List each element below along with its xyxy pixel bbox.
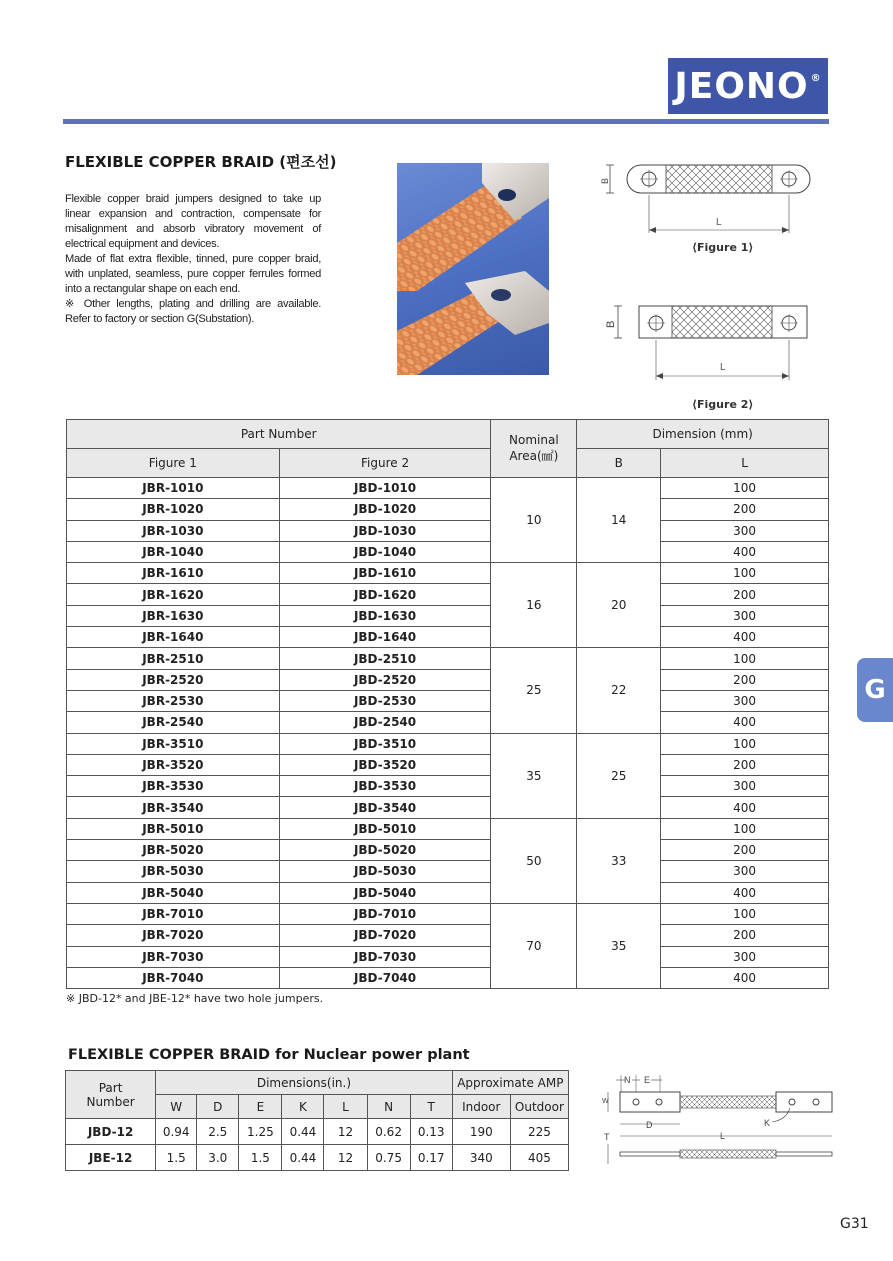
figure-1-part: JBR-1640	[67, 627, 280, 648]
dimension-l-cell: 200	[661, 925, 829, 946]
table-row	[67, 903, 829, 924]
figure-2-part: JBD-5040	[279, 882, 491, 903]
table-row	[67, 818, 829, 839]
figure-2-part: JBD-5010	[279, 818, 491, 839]
brand-logo	[668, 58, 828, 114]
dimension-l-cell: 400	[661, 882, 829, 903]
dimension-l-cell: 100	[661, 903, 829, 924]
figure-2-part: JBD-2520	[279, 669, 491, 690]
nuc-dimension-value: 2.5	[197, 1119, 239, 1145]
part-number-table	[66, 419, 829, 989]
dimension-b-cell: 14	[577, 478, 661, 563]
figure-2-caption: ⟨Figure 2⟩	[692, 398, 754, 411]
nuc-header-part-line2: Number	[86, 1094, 135, 1109]
nuc-col-w: W	[156, 1095, 197, 1119]
dimension-l-cell: 200	[661, 754, 829, 775]
nuc-indoor-amp: 340	[452, 1145, 510, 1171]
table-row	[67, 627, 829, 648]
nuc-dimension-value: 0.13	[410, 1119, 452, 1145]
dimension-l-cell: 200	[661, 499, 829, 520]
nominal-area-cell: 50	[491, 818, 577, 903]
table-row	[67, 712, 829, 733]
nominal-area-cell: 70	[491, 903, 577, 988]
nuc-dimension-value: 1.5	[239, 1145, 282, 1171]
figure-1-part: JBR-1630	[67, 605, 280, 626]
table-row	[67, 499, 829, 520]
header-figure-1: Figure 1	[67, 449, 280, 478]
header-divider	[63, 119, 829, 124]
figure-1-part: JBR-3540	[67, 797, 280, 818]
dimension-l-cell: 200	[661, 840, 829, 861]
header-l: L	[661, 449, 829, 478]
figure-2-part: JBD-1030	[279, 520, 491, 541]
brand-name: JEONO	[674, 65, 809, 107]
nominal-area-cell: 10	[491, 478, 577, 563]
dimension-l-cell: 300	[661, 776, 829, 797]
fig1-b-label: B	[600, 177, 610, 184]
nuc-dimension-value: 0.62	[367, 1119, 410, 1145]
dimension-b-cell: 25	[577, 733, 661, 818]
table-row	[67, 840, 829, 861]
dimension-l-cell: 100	[661, 648, 829, 669]
dimension-l-cell: 400	[661, 712, 829, 733]
figure-1-part: JBR-5010	[67, 818, 280, 839]
figure-1-drawing	[596, 155, 816, 249]
dimension-l-cell: 100	[661, 733, 829, 754]
nuc-dimension-value: 0.44	[282, 1119, 324, 1145]
figure-1-part: JBR-2520	[67, 669, 280, 690]
figure-1-part: JBR-3520	[67, 754, 280, 775]
nuc-dimension-value: 0.17	[410, 1145, 452, 1171]
nuc-col-k: K	[282, 1095, 324, 1119]
section-tab-g: G	[857, 658, 893, 722]
section-title: FLEXIBLE COPPER BRAID (편조선)	[65, 153, 337, 171]
figure-2-part: JBD-1610	[279, 563, 491, 584]
registered-mark: ®	[810, 72, 822, 84]
description-paragraph: Flexible copper braid jumpers designed to take up linear expansion and contraction, compensate for misalignment and absorb vibratory movement of electrical equipment and devices.	[65, 193, 321, 250]
nuc-dimension-value: 12	[324, 1145, 367, 1171]
dimension-b-cell: 33	[577, 818, 661, 903]
nuc-outdoor-amp: 225	[510, 1119, 568, 1145]
figure-1-part: JBR-1020	[67, 499, 280, 520]
nuc-dimension-value: 12	[324, 1119, 367, 1145]
figure-1-part: JBR-3510	[67, 733, 280, 754]
fig3-e-label: E	[644, 1075, 651, 1085]
header-nominal-area	[491, 420, 577, 478]
nuc-dimension-value: 0.44	[282, 1145, 324, 1171]
dimension-l-cell: 200	[661, 669, 829, 690]
table-row	[67, 520, 829, 541]
nuc-col-n: N	[367, 1095, 410, 1119]
table-row	[67, 776, 829, 797]
dimension-l-cell: 200	[661, 584, 829, 605]
table-row	[67, 669, 829, 690]
table-row	[67, 754, 829, 775]
table-row	[67, 861, 829, 882]
header-nominal: Nominal	[509, 433, 559, 447]
figure-2-part: JBD-3540	[279, 797, 491, 818]
table-row	[67, 690, 829, 711]
figure-2-part: JBD-3530	[279, 776, 491, 797]
dimension-l-cell: 400	[661, 627, 829, 648]
table-row	[67, 541, 829, 562]
dimension-b-cell: 35	[577, 903, 661, 988]
nuclear-table	[65, 1070, 569, 1171]
nuc-part-number: JBE-12	[66, 1145, 156, 1171]
header-b: B	[577, 449, 661, 478]
figure-2-part: JBD-7010	[279, 903, 491, 924]
product-photo	[397, 163, 549, 375]
nuc-col-e: E	[239, 1095, 282, 1119]
nominal-area-cell: 16	[491, 563, 577, 648]
figure-2-part: JBD-2540	[279, 712, 491, 733]
nuclear-braid-drawing	[602, 1072, 834, 1172]
table-row	[67, 925, 829, 946]
table-row	[67, 882, 829, 903]
table-body	[67, 478, 829, 989]
dimension-l-cell: 100	[661, 563, 829, 584]
figure-2-part: JBD-1630	[279, 605, 491, 626]
figure-1-part: JBR-1030	[67, 520, 280, 541]
fig3-k-label: K	[764, 1118, 771, 1128]
figure-1-part: JBR-2510	[67, 648, 280, 669]
fig3-n-label: N	[624, 1075, 631, 1085]
figure-2-drawing	[596, 296, 816, 390]
figure-2-part: JBD-3520	[279, 754, 491, 775]
figure-2-part: JBD-7040	[279, 967, 491, 988]
figure-1-part: JBR-5040	[67, 882, 280, 903]
fig3-w-label: W	[602, 1098, 609, 1105]
nuc-col-d: D	[197, 1095, 239, 1119]
nuc-dimension-value: 0.75	[367, 1145, 410, 1171]
nuc-header-dimensions: Dimensions(in.)	[156, 1071, 453, 1095]
nuc-header-amp: Approximate AMP	[452, 1071, 568, 1095]
table-row	[67, 967, 829, 988]
fig3-l-label: L	[720, 1131, 726, 1141]
dimension-l-cell: 300	[661, 946, 829, 967]
nuclear-table-row	[66, 1145, 569, 1171]
figure-2-part: JBD-1020	[279, 499, 491, 520]
nuc-header-part-line1: Part	[98, 1080, 123, 1095]
figure-2-part: JBD-5030	[279, 861, 491, 882]
nuc-dimension-value: 1.25	[239, 1119, 282, 1145]
header-figure-2: Figure 2	[279, 449, 491, 478]
table-row	[67, 605, 829, 626]
figure-2-part: JBD-2530	[279, 690, 491, 711]
table-row	[67, 584, 829, 605]
figure-2-part: JBD-1040	[279, 541, 491, 562]
figure-2-part: JBD-3510	[279, 733, 491, 754]
figure-1-part: JBR-1610	[67, 563, 280, 584]
fig3-t-label: T	[604, 1132, 610, 1142]
description-paragraph: ※ Other lengths, plating and drilling are available. Refer to factory or section G(Substation).	[65, 298, 321, 325]
dimension-l-cell: 100	[661, 478, 829, 499]
page-number: G31	[840, 1216, 869, 1232]
figure-1-part: JBR-7030	[67, 946, 280, 967]
table-note: ※ JBD-12* and JBE-12* have two hole jumpers.	[66, 992, 324, 1005]
fig3-d-label: D	[646, 1120, 653, 1130]
figure-2-part: JBD-1620	[279, 584, 491, 605]
figure-1-part: JBR-2540	[67, 712, 280, 733]
fig2-l-label: L	[720, 362, 726, 373]
table-row	[67, 563, 829, 584]
figure-1-part: JBR-5020	[67, 840, 280, 861]
dimension-l-cell: 300	[661, 605, 829, 626]
nominal-area-cell: 35	[491, 733, 577, 818]
figure-1-part: JBR-5030	[67, 861, 280, 882]
figure-1-part: JBR-1010	[67, 478, 280, 499]
nuc-dimension-value: 3.0	[197, 1145, 239, 1171]
description	[65, 192, 321, 327]
nuc-col-t: T	[410, 1095, 452, 1119]
nuc-dimension-value: 0.94	[156, 1119, 197, 1145]
fig1-l-label: L	[716, 217, 722, 228]
copper-braid-illustration	[397, 163, 549, 375]
nuc-outdoor-amp: 405	[510, 1145, 568, 1171]
nuclear-section-title: FLEXIBLE COPPER BRAID for Nuclear power plant	[68, 1047, 470, 1063]
table-row	[67, 946, 829, 967]
figure-1-part: JBR-7020	[67, 925, 280, 946]
dimension-b-cell: 20	[577, 563, 661, 648]
figure-2-part: JBD-5020	[279, 840, 491, 861]
figure-1-part: JBR-1040	[67, 541, 280, 562]
figure-2-part: JBD-2510	[279, 648, 491, 669]
figure-1-part: JBR-1620	[67, 584, 280, 605]
nuc-indoor-amp: 190	[452, 1119, 510, 1145]
fig2-b-label: B	[605, 320, 617, 328]
dimension-l-cell: 400	[661, 967, 829, 988]
nuc-col-indoor: Indoor	[452, 1095, 510, 1119]
header-area: Area(㎟)	[509, 449, 559, 463]
dimension-b-cell: 22	[577, 648, 661, 733]
figure-2-part: JBD-7020	[279, 925, 491, 946]
figure-1-part: JBR-3530	[67, 776, 280, 797]
header-dimension: Dimension (mm)	[577, 420, 829, 449]
dimension-l-cell: 300	[661, 520, 829, 541]
nuc-dimension-value: 1.5	[156, 1145, 197, 1171]
nuclear-table-row	[66, 1119, 569, 1145]
dimension-l-cell: 300	[661, 861, 829, 882]
nuclear-table-body	[66, 1119, 569, 1171]
header-part-number: Part Number	[67, 420, 491, 449]
nuc-col-l: L	[324, 1095, 367, 1119]
nuc-col-outdoor: Outdoor	[510, 1095, 568, 1119]
figure-1-caption: ⟨Figure 1⟩	[692, 241, 754, 254]
table-row	[67, 478, 829, 499]
table-row	[67, 648, 829, 669]
figure-1-part: JBR-7010	[67, 903, 280, 924]
figure-1-part: JBR-7040	[67, 967, 280, 988]
figure-2-part: JBD-7030	[279, 946, 491, 967]
dimension-l-cell: 300	[661, 690, 829, 711]
dimension-l-cell: 400	[661, 797, 829, 818]
figure-2-part: JBD-1010	[279, 478, 491, 499]
table-row	[67, 733, 829, 754]
nuc-part-number: JBD-12	[66, 1119, 156, 1145]
nominal-area-cell: 25	[491, 648, 577, 733]
dimension-l-cell: 400	[661, 541, 829, 562]
dimension-l-cell: 100	[661, 818, 829, 839]
figure-2-part: JBD-1640	[279, 627, 491, 648]
nuc-header-part	[66, 1071, 156, 1119]
figure-1-part: JBR-2530	[67, 690, 280, 711]
description-paragraph: Made of flat extra flexible, tinned, pure copper braid, with unplated, seamless, pure copper ferrules formed into a rectangular shape on each end.	[65, 253, 321, 295]
table-row	[67, 797, 829, 818]
